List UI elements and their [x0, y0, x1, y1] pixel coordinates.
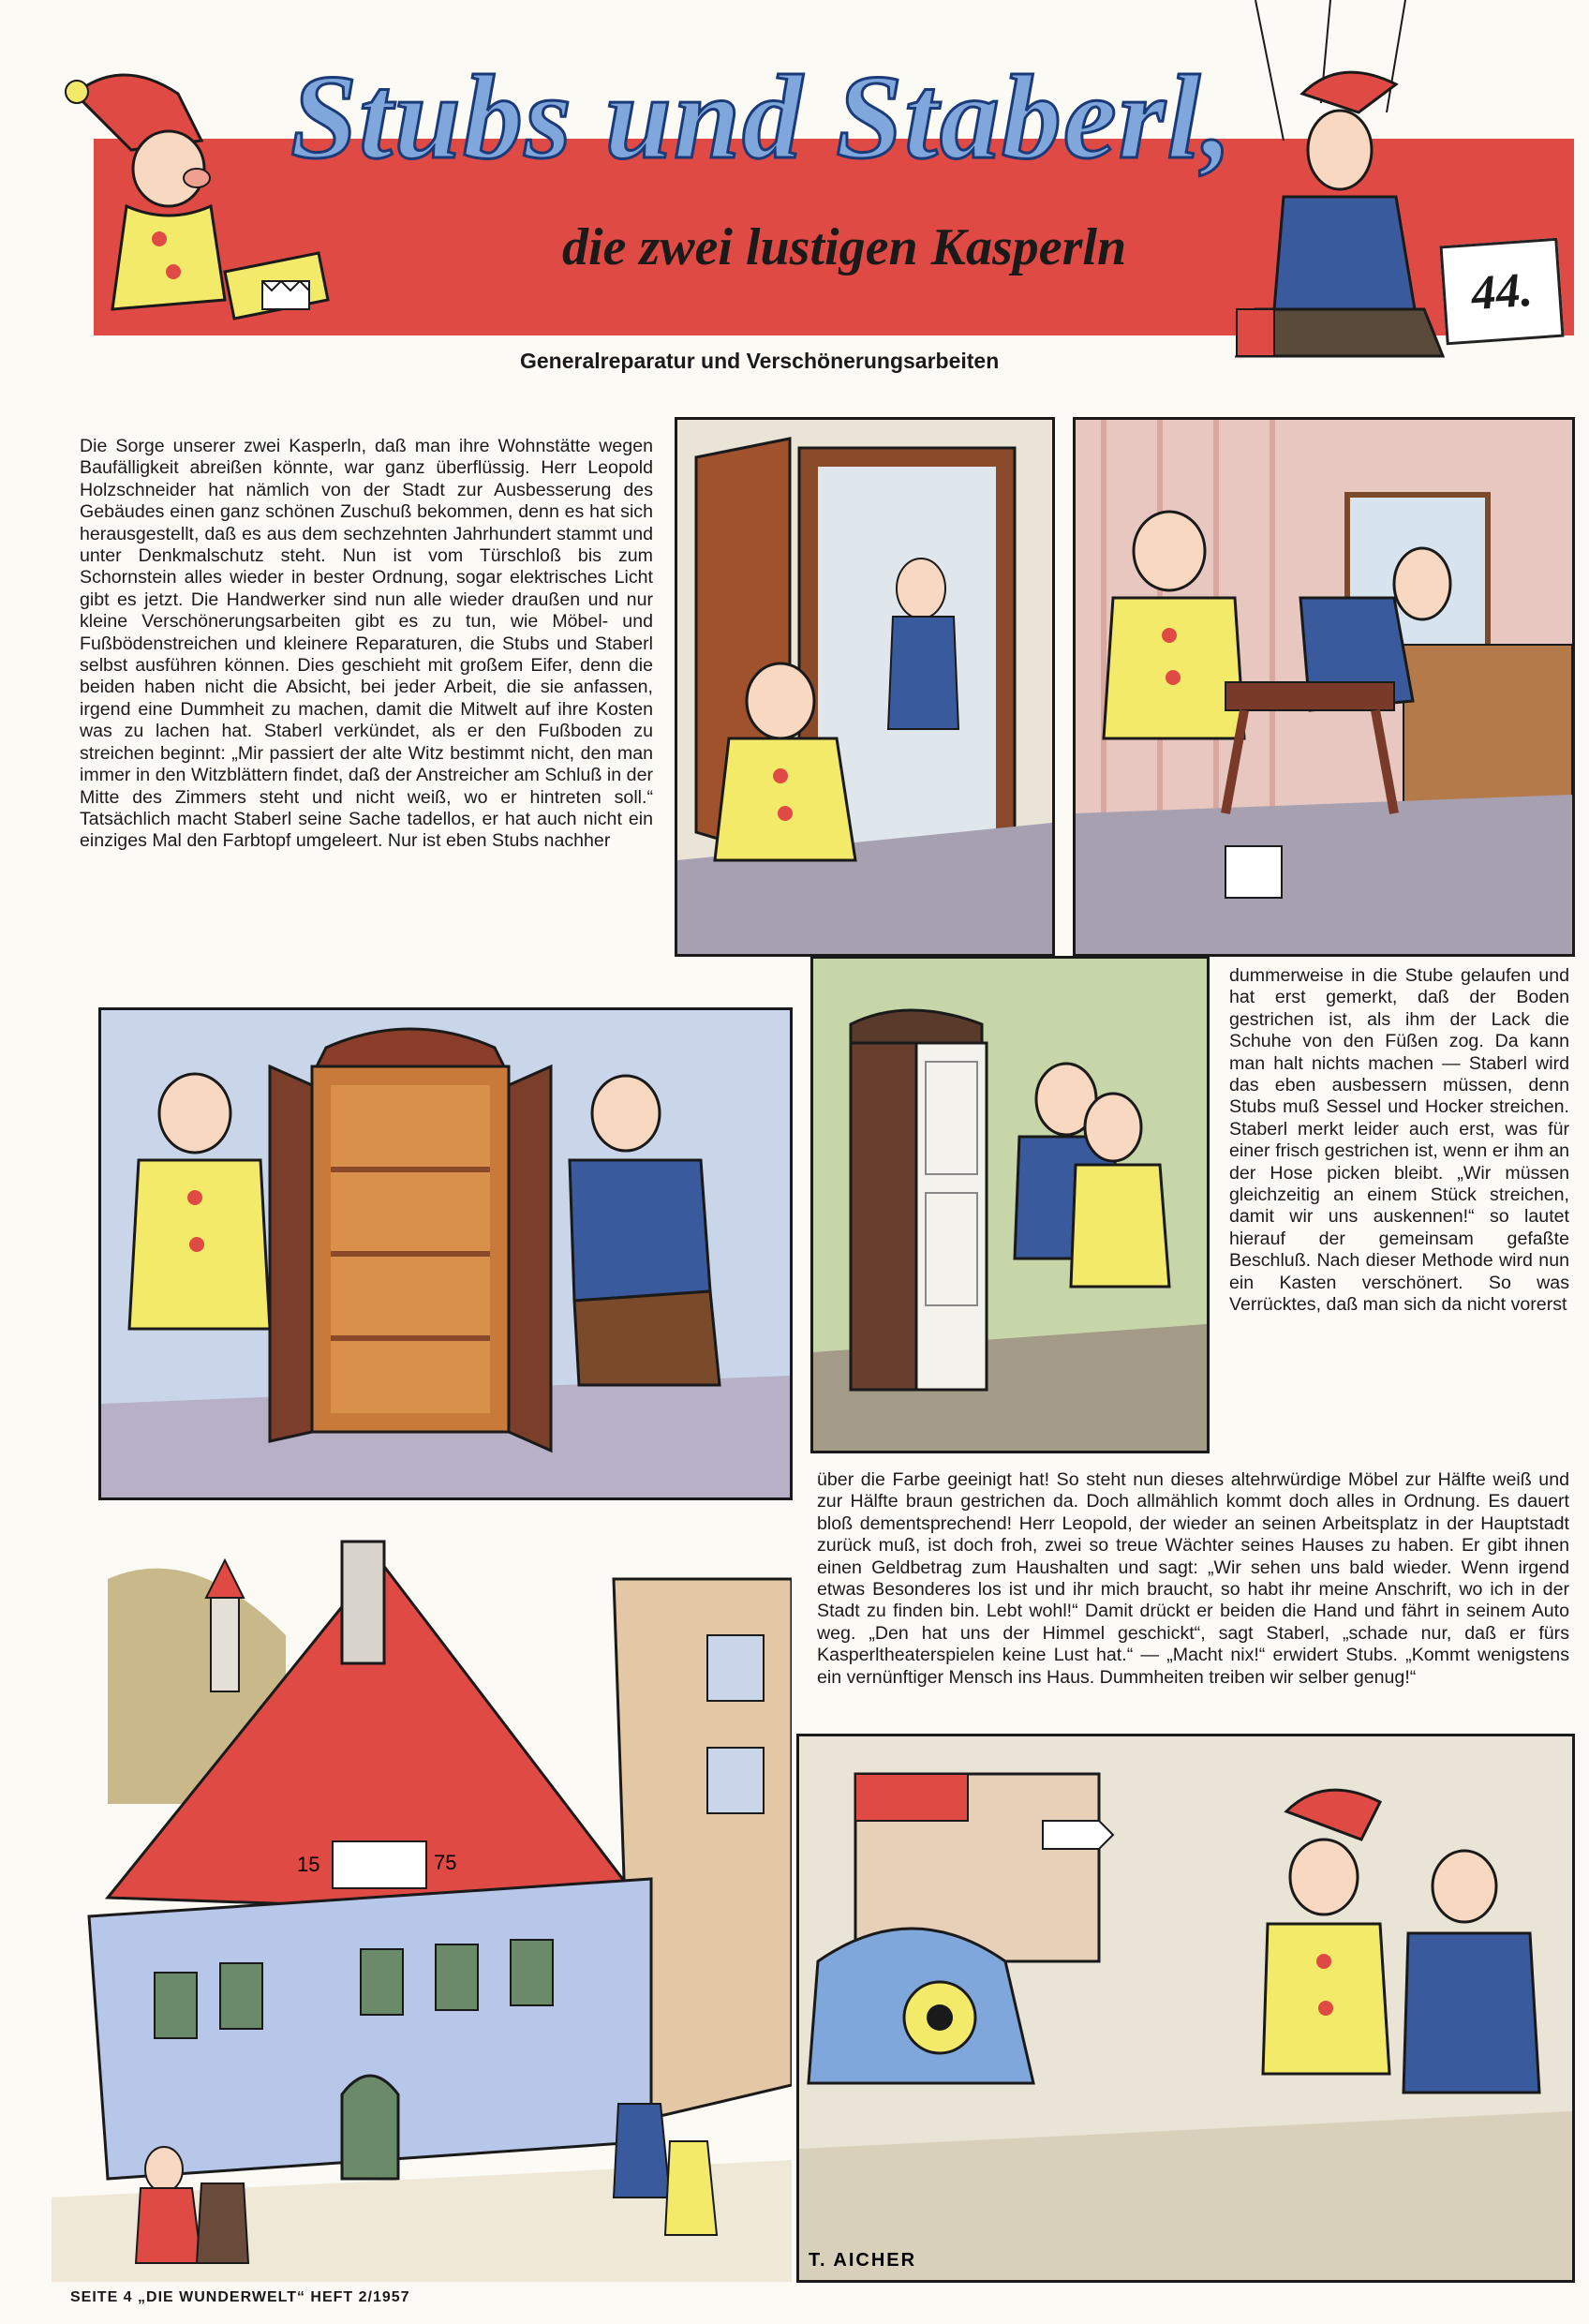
comic-panel-doorway	[675, 417, 1055, 957]
episode-number: 44.	[1439, 238, 1564, 346]
story-text-column-3: über die Farbe geeinigt hat! So steht nun dieses altehrwürdige Möbel zur Hälfte weiß und zur Hälfte braun gestrichen da. Doch allmählich kommt doch alles in Ordnung. Es dauert bloß dementsprechend! Herr Leopold, der wieder an seinen Arbeitsplatz in der Hauptstadt zurück muß, ist doch froh, zwei so treue Wächter seines Hauses zu haben. Er gibt ihnen einen Geldbetrag zum Haushalten und sagt: „Wir sehen uns bald wieder. Wenn irgend etwas Besonderes los ist und ihr mich braucht, so habt ihr meine Anschrift, wo ich in der Stadt zu finden bin. Lebt wohl!“ Damit drückt er beiden die Hand und fährt in seinem Auto weg. „Den hat uns der Himmel geschickt“, sagt Staberl, „schade nur, daß er fürs Kasperltheaterspielen keine Lust hat.“ — „Macht nix!“ erwidert Stubs. „Kommt wenigstens ein vernünftiger Mensch ins Haus. Dummheiten treiben wir selber genug!“	[817, 1469, 1569, 1688]
comic-panel-wardrobe	[98, 1007, 793, 1500]
artist-signature: T. AICHER	[809, 2250, 917, 2271]
page-footer: SEITE 4 „DIE WUNDERWELT“ HEFT 2/1957	[70, 2289, 410, 2305]
page-subtitle: die zwei lustigen Kasperln	[562, 218, 1127, 276]
staberl-marionette-illustration	[1199, 0, 1480, 375]
cabinet-scene-illustration	[813, 959, 1207, 1451]
page-title: Stubs und Staberl,	[290, 51, 1235, 184]
wardrobe-scene-illustration	[101, 1010, 790, 1497]
comic-panel-car-farewell	[796, 1734, 1575, 2283]
doorway-scene-illustration	[677, 420, 1052, 954]
car-scene-illustration	[799, 1736, 1572, 2280]
comic-panel-two-tone-cabinet	[810, 956, 1210, 1453]
comic-panel-old-house	[52, 1523, 792, 2282]
house-date-right: 75	[434, 1851, 457, 1874]
comic-panel-painted-stool	[1073, 417, 1575, 957]
story-headline: Generalreparatur und Verschönerungsarbeiten	[520, 349, 1000, 373]
stool-scene-illustration	[1076, 420, 1572, 954]
story-text-column-2: dummerweise in die Stube gelaufen und hat erst gemerkt, daß der Boden gestrichen ist, als ihm der Lack die Schuhe von den Füßen zog. Da kann man halt nichts machen — Staberl wird das eben ausbessern müssen, denn Stubs muß Sessel und Hocker streichen. Staberl merkt leider auch erst, was für einer frisch gestrichen ist, wenn er ihm an der Hose picken bleibt. „Wir müssen gleichzeitig an einem Stück streichen, damit wir uns auskennen!“ so lautet hierauf der gemeinsam gefaßte Beschluß. Nach dieser Methode wird nun ein Kasten verschönert. So was Verrücktes, daß man sich da nicht vorerst	[1229, 965, 1569, 1316]
story-text-column-1: Die Sorge unserer zwei Kasperln, daß man ihre Wohnstätte wegen Baufälligkeit abreißen könnte, war ganz überflüssig. Herr Leopold Holzschneider hat nämlich von der Stadt zur Ausbesserung des Gebäudes einen ganz schönen Zuschuß bekommen, denn es hat sich herausgestellt, daß es aus dem sechzehnten Jahrhundert stammt und unter Denkmalschutz steht. Nun ist vom Türschloß bis zum Schornstein alles wieder in bester Ordnung, sogar elektrisches Licht gibt es jetzt. Die Handwerker sind nun alle wieder draußen und nur kleine Verschönerungsarbeiten gibt es zu tun, wie Möbel- und Fußbödenstreichen und kleinere Reparaturen, die Stubs und Staberl selbst ausführen können. Dies geschieht mit großem Eifer, denn die beiden haben nicht die Absicht, bei jeder Arbeit, die sie anfassen, irgend eine Dummheit zu machen, damit die Mitwelt auf ihre Kosten was zu lachen hat. Staberl verkündet, als er den Fußboden zu streichen beginnt: „Mir passiert der alte Witz bestimmt nicht, den man immer in den Witzblättern findet, daß der Anstreicher am Schluß in der Mitte des Zimmers steht und nicht weiß, wo er hintreten soll.“ Tatsächlich macht Staberl seine Sache tadellos, er hat auch nicht ein einziges Mal den Farbtopf umgeleert. Nur ist eben Stubs nachher	[80, 436, 653, 852]
house-date-left: 15	[297, 1853, 320, 1876]
house-scene-illustration	[52, 1523, 792, 2282]
